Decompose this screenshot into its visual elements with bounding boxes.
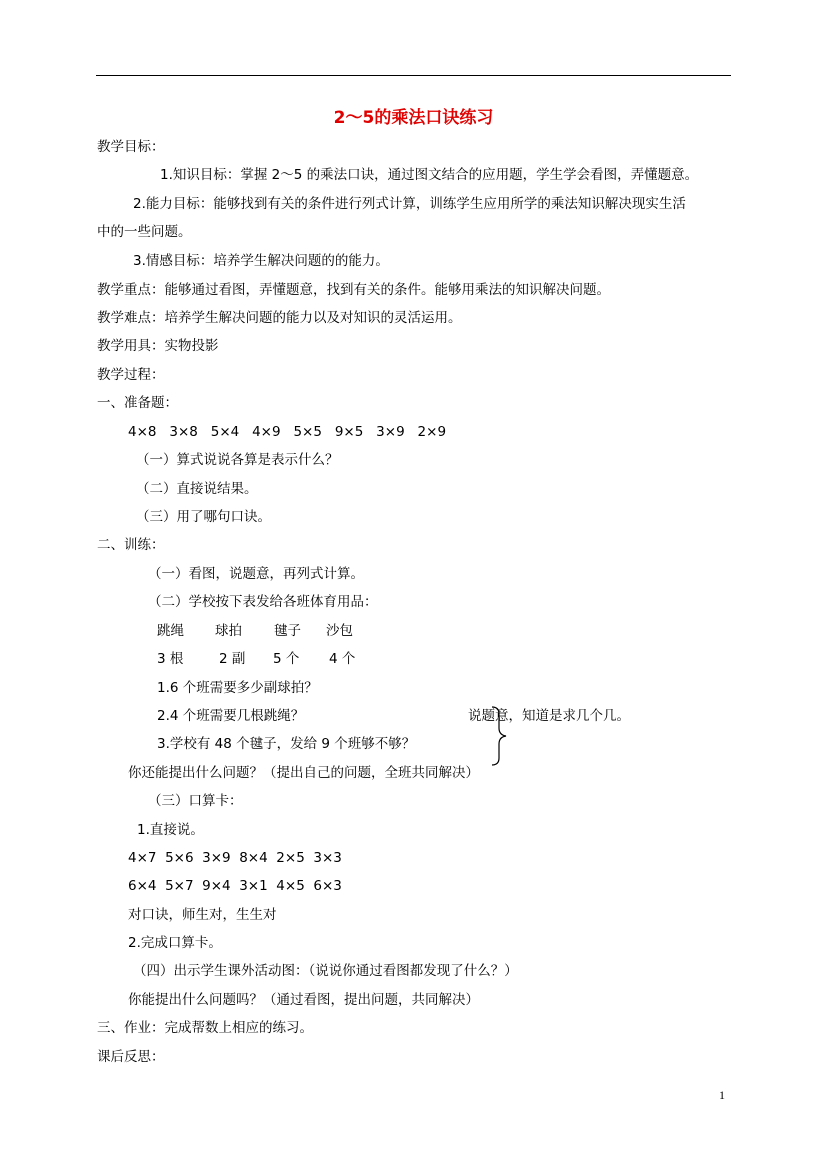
- goals-heading: 教学目标：: [97, 139, 165, 155]
- prep-question-2: （二）直接说结果。: [136, 481, 258, 497]
- training-question-3: 3.学校有 48 个毽子，发给 9 个班够不够？: [157, 736, 416, 752]
- item-name: 跳绳: [157, 623, 184, 639]
- oral-card-step-1: 1.直接说。: [137, 822, 204, 838]
- section-prep: 一、准备题：: [97, 395, 178, 411]
- process-heading: 教学过程：: [97, 367, 165, 383]
- item-quantity: 5 个: [273, 651, 300, 667]
- goal-ability-cont: 中的一些问题。: [97, 224, 192, 240]
- reflection-heading: 课后反思：: [97, 1049, 165, 1065]
- section-homework: 三、作业：完成帮数上相应的练习。: [97, 1020, 313, 1036]
- prep-question-1: （一）算式说说各算是表示什么？: [136, 452, 339, 468]
- item-quantity: 3 根: [157, 651, 184, 667]
- teaching-tools: 教学用具：实物投影: [97, 338, 219, 354]
- prep-expressions: 4×8 3×8 5×4 4×9 5×5 9×5 3×9 2×9: [128, 424, 447, 440]
- oral-card-row-2: 6×4 5×7 9×4 3×1 4×5 6×3: [128, 878, 342, 894]
- item-name: 毽子: [274, 623, 301, 639]
- goal-emotion: 3.情感目标：培养学生解决问题的的能力。: [133, 253, 389, 269]
- item-quantity: 4 个: [329, 651, 356, 667]
- training-item-1: （一）看图，说题意，再列式计算。: [148, 566, 364, 582]
- key-point: 教学重点：能够通过看图，弄懂题意，找到有关的条件。能够用乘法的知识解决问题。: [97, 282, 610, 298]
- header-rule: [96, 75, 731, 76]
- goal-ability: 2.能力目标：能够找到有关的条件进行列式计算，训练学生应用所学的乘法知识解决现实生活: [133, 196, 686, 212]
- brace-note: 说题意，知道是求几个几。: [468, 708, 630, 724]
- item-quantity: 2 副: [219, 651, 246, 667]
- more-questions: 你还能提出什么问题？（提出自己的问题，全班共同解决）: [128, 765, 479, 781]
- training-question-1: 1.6 个班需要多少副球拍？: [157, 680, 318, 696]
- section-training: 二、训练：: [97, 537, 165, 553]
- oral-card-check: 对口诀，师生对，生生对: [128, 907, 277, 923]
- training-item-2: （二）学校按下表发给各班体育用品：: [148, 594, 378, 610]
- prep-question-3: （三）用了哪句口诀。: [136, 509, 271, 525]
- item-name: 沙包: [326, 623, 353, 639]
- item-name: 球拍: [215, 623, 242, 639]
- oral-card-heading: （三）口算卡：: [148, 793, 243, 809]
- activity-question: 你能提出什么问题吗？（通过看图，提出问题，共同解决）: [128, 992, 479, 1008]
- oral-card-row-1: 4×7 5×6 3×9 8×4 2×5 3×3: [128, 850, 342, 866]
- oral-card-step-2: 2.完成口算卡。: [128, 935, 222, 951]
- page-number: 1: [719, 1088, 725, 1102]
- document-title: 2～5的乘法口诀练习: [333, 108, 494, 128]
- training-question-2: 2.4 个班需要几根跳绳？: [157, 708, 305, 724]
- activity-item: （四）出示学生课外活动图：（说说你通过看图都发现了什么？）: [133, 963, 518, 979]
- difficulty: 教学难点：培养学生解决问题的能力以及对知识的灵活运用。: [97, 310, 462, 326]
- goal-knowledge: 1.知识目标：掌握 2～5 的乘法口诀，通过图文结合的应用题，学生学会看图，弄懂题意。: [160, 167, 699, 183]
